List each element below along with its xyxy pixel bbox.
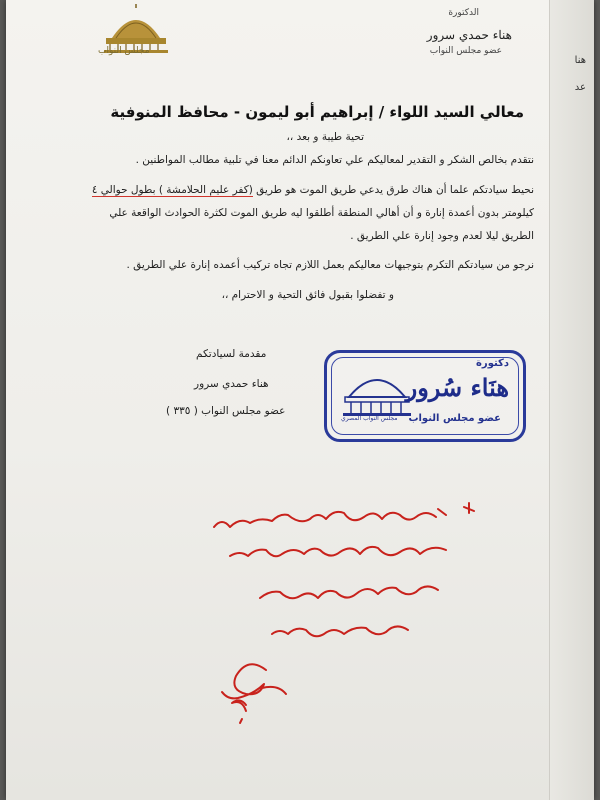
- parliament-dome-logo: [86, 4, 186, 74]
- second-sheet-edge: [549, 0, 594, 800]
- paragraph-2-line-1: [92, 180, 534, 201]
- paragraph-2-text: نحيط سيادتكم علما أن هناك طرق يدعي طريق الموت هو طريق: [256, 184, 534, 196]
- highlighted-road-name: (كفر عليم الحلامشة ) بطول حوالي ٤: [91, 184, 253, 196]
- logo-caption: مجلس النواب: [98, 46, 150, 56]
- annotation-transcription: [6, 0, 7, 1]
- letterhead-title: الدكتورة: [448, 8, 479, 18]
- stamp-name: هنَاء سُرور: [405, 373, 509, 402]
- closing: و تفضلوا بقبول فائق التحية و الاحترام ،،: [221, 289, 394, 301]
- letterhead-role: عضو مجلس النواب: [429, 46, 502, 56]
- paragraph-2-line-2: كيلومتر بدون أعمدة إنارة و أن أهالي المنطقة أطلقوا ليه طريق الموت لكثرة الحوادث الواقعة علي: [109, 207, 534, 219]
- handwritten-annotation: [146, 495, 476, 735]
- stamp-emblem-caption: مجلس النواب المصري: [341, 415, 398, 422]
- paragraph-2-line-3: الطريق ليلا لعدم وجود إنارة علي الطريق .: [350, 230, 534, 242]
- greeting: تحية طيبة و بعد ،،: [286, 131, 364, 143]
- paragraph-3: نرجو من سيادتكم التكرم بتوجيهات معاليكم بعمل اللازم تجاه تركيب أعمده إنارة علي الطريق .: [126, 259, 534, 271]
- addressee-heading: معالي السيد اللواء / إبراهيم أبو ليمون - محافظ المنوفية: [110, 103, 524, 121]
- annotation-line-1: [6, 0, 7, 1]
- stamp-role: عضو مجلس النواب: [408, 413, 501, 424]
- signature-presented: مقدمة لسيادتكم: [196, 348, 267, 360]
- edge-text-1: هنا: [574, 55, 586, 66]
- letter-page: [6, 0, 594, 800]
- paragraph-1: نتقدم بخالص الشكر و التقدير لمعاليكم علي تعاونكم الدائم معنا في تلبية مطالب المواطنين .: [135, 154, 534, 166]
- official-stamp: [324, 350, 526, 442]
- signature-role: عضو مجلس النواب ( ٣٣٥ ): [166, 405, 286, 417]
- signature-name: هناء حمدي سرور: [194, 378, 269, 390]
- stamp-title: دكتورة: [476, 358, 509, 369]
- letterhead-name: هناء حمدي سرور: [426, 28, 512, 42]
- edge-text-2: عد: [574, 82, 586, 93]
